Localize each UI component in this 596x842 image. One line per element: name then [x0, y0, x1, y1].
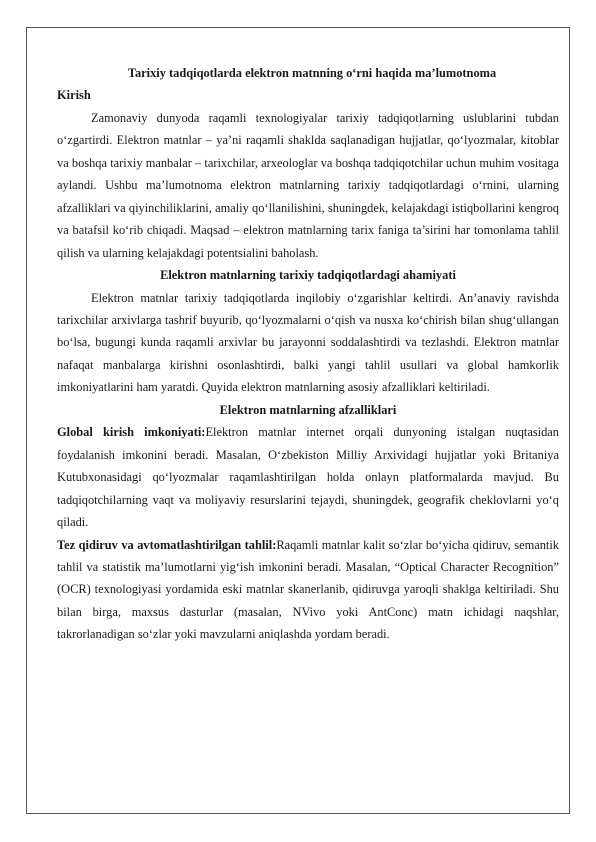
importance-paragraph: Elektron matnlar tarixiy tadqiqotlarda inqilobiy o‘zgarishlar keltirdi. An’anaviy ravishda tarixchilar arxivlarga tashrif buyurib, qo‘lyozmalarni o‘qish va nusxa ko‘chirish bilan shug‘ullangan bo‘lsa, bugungi kunda raqamli arxivlar bu jarayonni soddalashtirdi va tezlashdi. Elektron matnlar nafaqat manbalarga kirishni osonlashtirdi, balki yangi tahlil usullari va global hamkorlik imkoniyatlarini ham yaratdi. Quyida elektron matnlarning asosiy afzalliklari keltiriladi.	[57, 290, 559, 395]
intro-heading: Kirish	[57, 88, 91, 103]
advantage-text: Elektron matnlar internet orqali dunyoning istalgan nuqtasidan foydalanish imkonini beradi. Masalan, O‘zbekiston Milliy Arxividagi hujjatlar yoki Britaniya Kutubxonasidagi qo‘lyozmalar raqamlashtirilgan holda onlayn platformalarda mavjud. Bu tadqiqotchilarning vaqt va moliyaviy resurslarini tejaydi, shuningdek, geografik cheklovlarni yo‘q qiladi.	[57, 425, 559, 530]
section-heading-advantages: Elektron matnlarning afzalliklari	[219, 402, 397, 417]
advantage-text: Raqamli matnlar kalit so‘zlar bo‘yicha qidiruv, semantik tahlil va statistik ma’lumotlarni yig‘ish imkonini beradi. Masalan, “Optical Character Recognition” (OCR) texnologiyasi yordamida eski matnlar skanerlanib, qidiruvga yaroqli shaklga keltiriladi. Shu bilan birga, maxsus dasturlar (masalan, NVivo yoki AntConc) matn ichidagi naqshlar, takrorlanadigan so‘zlar yoki mavzularni aniqlashda yordam beradi.	[57, 537, 559, 642]
section-heading-importance: Elektron matnlarning tarixiy tadqiqotlardagi ahamiyati	[160, 268, 456, 283]
advantage-label: Global kirish imkoniyati:	[57, 425, 206, 440]
advantage-item-fast-search	[57, 534, 559, 646]
advantage-label: Tez qidiruv va avtomatlashtirilgan tahlil:	[57, 537, 277, 552]
document-title: Tarixiy tadqiqotlarda elektron matnning o‘rni haqida ma’lumotnoma	[127, 66, 497, 80]
document-body	[57, 62, 559, 646]
advantage-item-global-access	[57, 421, 559, 533]
intro-paragraph: Zamonaviy dunyoda raqamli texnologiyalar tarixiy tadqiqotlarning uslublarini tubdan o‘zgartirdi. Elektron matnlar – ya’ni raqamli shaklda saqlanadigan hujjatlar, qo‘lyozmalar, kitoblar va boshqa tarixiy manbalar – tarixchilar, arxeologlar va boshqa tadqiqotchilar uchun muhim vositaga aylandi. Ushbu ma’lumotnoma elektron matnlarning tarixiy tadqiqotlardagi o‘rnini, ularning afzalliklari va qiyinchiliklarini, amaliy qo‘llanilishini, shuningdek, kelajakdagi istiqbollarini kengroq va batafsil ko‘rib chiqadi. Maqsad – elektron matnlarning tarix faniga ta’sirini har tomonlama tahlil qilish va ularning kelajakdagi potentsialini baholash.	[57, 110, 559, 260]
